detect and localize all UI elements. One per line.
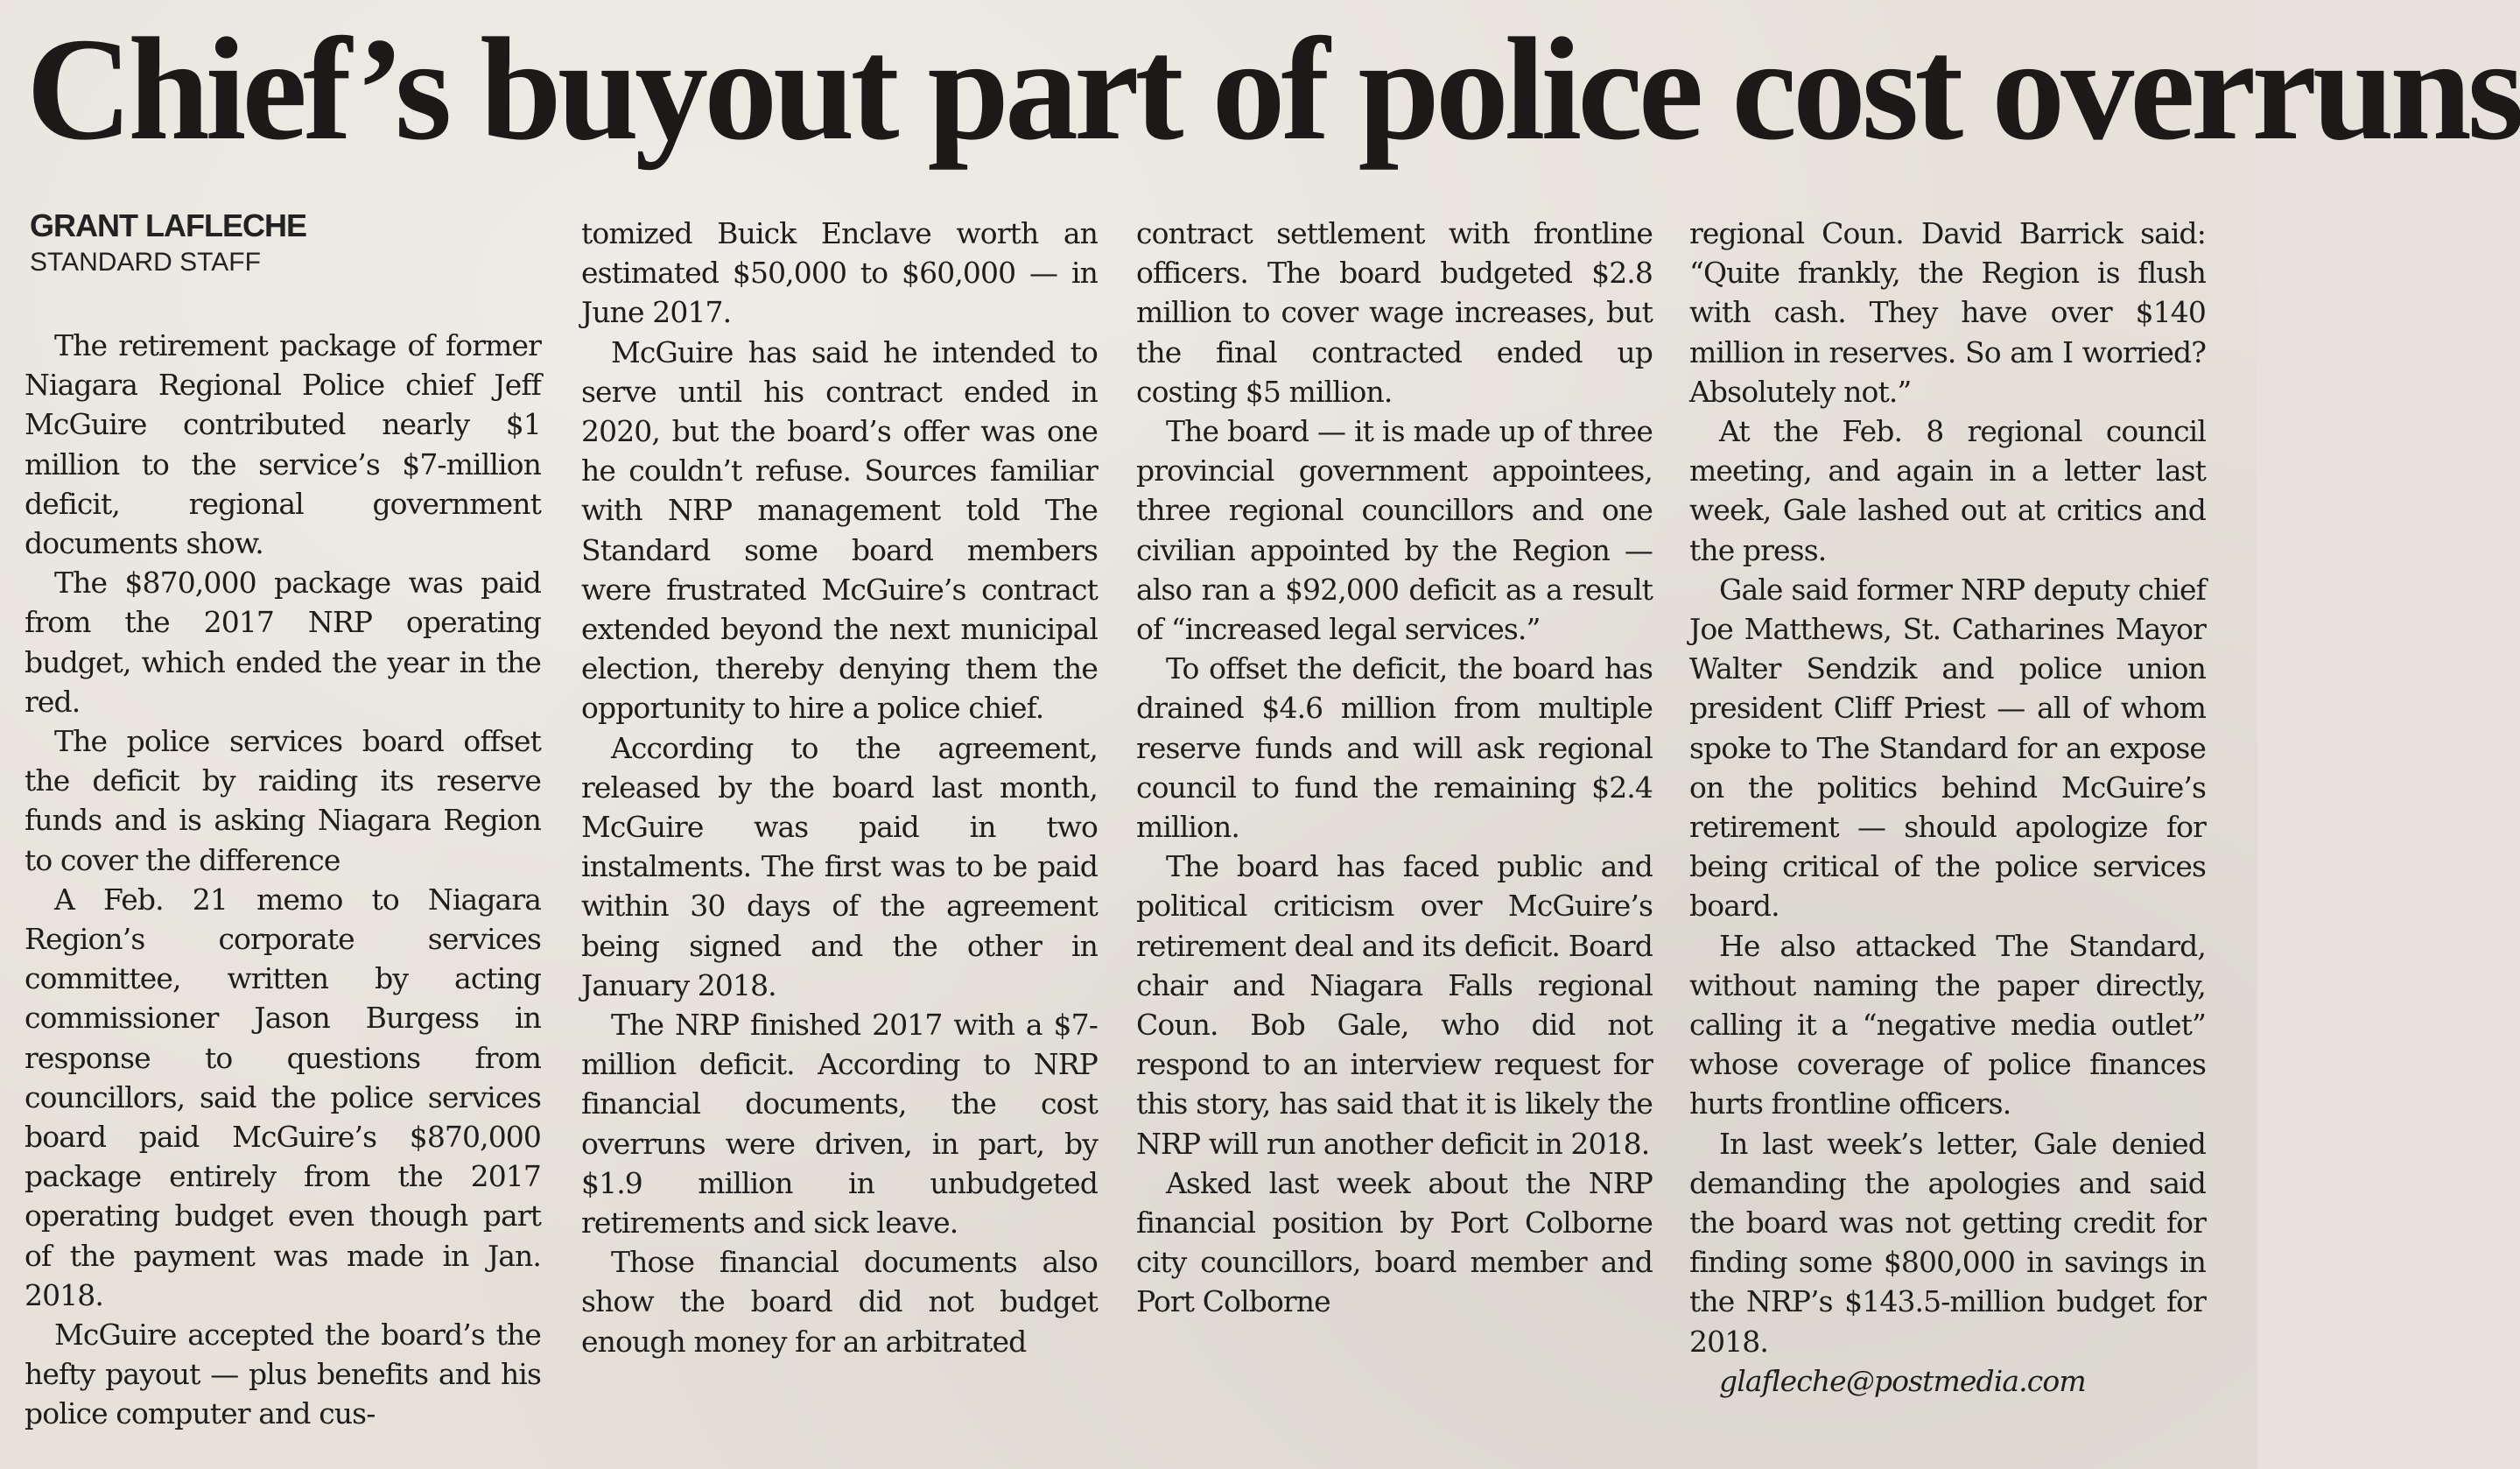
article-column-2	[581, 214, 1098, 1361]
byline-staff: STANDARD STAFF	[30, 248, 261, 277]
byline-author: GRANT LAFLECHE	[30, 207, 306, 243]
paragraph: McGuire has said he intended to serve until his contract ended in 2020, but the board’s offer was one he couldn’t refuse. Sources familiar with NRP management told The Standard some board members were frustrated McGuire’s contract extended beyond the next municipal election, thereby denying them the opportunity to hire a police chief.	[581, 334, 1098, 726]
byline	[30, 207, 306, 280]
author-email: glafleche@postmedia.com	[1719, 1363, 2086, 1398]
article-column-3	[1136, 214, 1653, 1322]
paragraph-continuation: tomized Buick Enclave worth an estimated $50,000 to $60,000 — in June 2017.	[581, 216, 1098, 330]
article-column-4	[1689, 214, 2206, 1401]
article-column-1	[25, 326, 541, 1434]
paragraph: The retirement package of former Niagara Regional Police chief Jeff McGuire contributed nearly $1 million to the service’s $7-million deficit, regional government documents show.	[25, 328, 541, 561]
paragraph-continuation: contract settlement with frontline officers. The board budgeted $2.8 million to cover wage increases, but the final contracted ended up costing $5 million.	[1136, 216, 1653, 409]
paragraph: To offset the deficit, the board has drained $4.6 million from multiple reserve funds and will ask regional council to fund the remaining $2.4 million.	[1136, 651, 1653, 845]
paragraph: Asked last week about the NRP financial position by Port Colborne city councillors, board member and Port Colborne	[1136, 1165, 1653, 1319]
paragraph: The $870,000 package was paid from the 2017 NRP operating budget, which ended the year in the red.	[25, 566, 541, 719]
paragraph: The NRP finished 2017 with a $7-million deficit. According to NRP financial documents, the cost overruns were driven, in part, by $1.9 million in unbudgeted retirements and sick leave.	[581, 1008, 1098, 1241]
paragraph-continuation: regional Coun. David Barrick said: “Quite frankly, the Region is flush with cash. They have over $140 million in reserves. So am I worried? Absolutely not.”	[1689, 216, 2206, 409]
paragraph: McGuire accepted the board’s the hefty payout — plus benefits and his police computer and cus-	[25, 1318, 541, 1431]
paragraph: The board — it is made up of three provincial government appointees, three regional councillors and one civilian appointed by the Region — also ran a $92,000 deficit as a result of “increased legal services.”	[1136, 414, 1653, 647]
paragraph: At the Feb. 8 regional council meeting, and again in a letter last week, Gale lashed out at critics and the press.	[1689, 414, 2206, 567]
paragraph: In last week’s letter, Gale denied demanding the apologies and said the board was not getting credit for finding some $800,000 in savings in the NRP’s $143.5-million budget for 2018.	[1689, 1126, 2206, 1359]
paragraph: The police services board offset the deficit by raiding its reserve funds and is asking Niagara Region to cover the difference	[25, 724, 541, 877]
paragraph: Gale said former NRP deputy chief Joe Matthews, St. Catharines Mayor Walter Sendzik and police union president Cliff Priest — all of whom spoke to The Standard for an expose on the politics behind McGuire’s retirement — should apologize for being critical of the police services board.	[1689, 572, 2206, 924]
paragraph: According to the agreement, released by the board last month, McGuire was paid in two instalments. The first was to be paid within 30 days of the agreement being signed and the other in January 2018.	[581, 730, 1098, 1002]
paragraph: A Feb. 21 memo to Niagara Region’s corporate services committee, written by acting commissioner Jason Burgess in response to questions from councillors, said the police services board paid McGuire’s $870,000 package entirely from the 2017 operating budget even though part of the payment was made in Jan. 2018.	[25, 882, 541, 1312]
paragraph: He also attacked The Standard, without naming the paper directly, calling it a “negative media outlet” whose coverage of police finances hurts frontline officers.	[1689, 928, 2206, 1121]
paragraph: Those financial documents also show the board did not budget enough money for an arbitrated	[581, 1245, 1098, 1359]
article-headline: Chief’s buyout part of police cost overruns	[26, 8, 2520, 171]
paragraph: The board has faced public and political criticism over McGuire’s retirement deal and its deficit. Board chair and Niagara Falls regional Coun. Bob Gale, who did not respond to an interview request for this story, has said that it is likely the NRP will run another deficit in 2018.	[1136, 849, 1653, 1161]
